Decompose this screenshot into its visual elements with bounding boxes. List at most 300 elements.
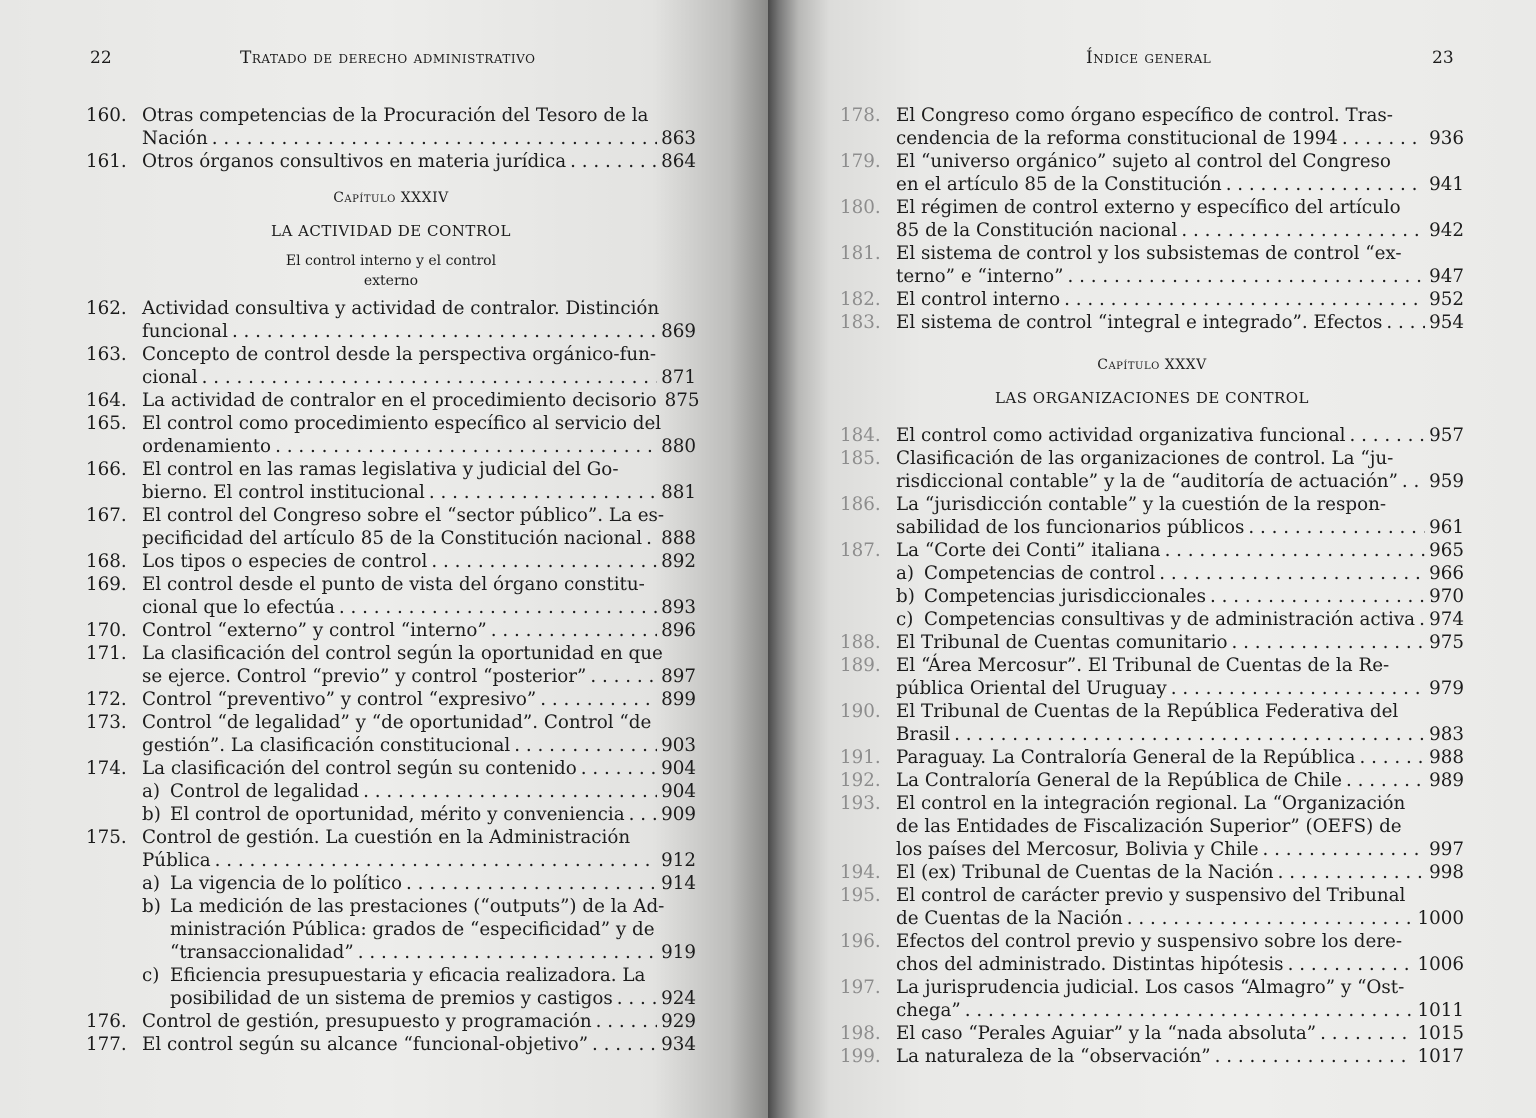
entry-text: risdiccional contable” y la de “auditoría de actuación” — [896, 471, 1398, 492]
dot-leader — [212, 127, 657, 150]
entry-line — [142, 1010, 696, 1033]
dot-leader — [954, 723, 1425, 746]
entry-text: El control en las ramas legislativa y judicial del Go- — [142, 459, 619, 480]
chapter-title: LAS ORGANIZACIONES DE CONTROL — [994, 389, 1310, 407]
entry-line — [142, 366, 696, 389]
toc-entry — [86, 1033, 696, 1056]
dot-leader — [1263, 838, 1426, 861]
entry-number: 177. — [86, 1034, 127, 1055]
chapter-number: Capítulo XXXV — [1097, 357, 1207, 373]
entry-line — [896, 219, 1464, 242]
entry-line — [896, 792, 1464, 815]
entry-text: Otras competencias de la Procuración del Tesoro de la — [142, 105, 649, 126]
subentry-label: a) — [896, 563, 915, 584]
dot-leader — [1127, 907, 1414, 930]
page-ref: 929 — [661, 1011, 696, 1032]
dot-leader — [1181, 219, 1425, 242]
entry-text: Pública — [142, 850, 211, 871]
toc-entry — [840, 104, 1464, 150]
toc-entry — [86, 619, 696, 642]
subentry-label: b) — [142, 896, 161, 917]
page-ref: 899 — [661, 689, 696, 710]
entry-number: 195. — [840, 885, 881, 906]
subentry-label: a) — [142, 873, 161, 894]
entry-text: Eficiencia presupuestaria y eficacia realizadora. La — [170, 965, 646, 986]
dot-leader — [1359, 746, 1425, 769]
toc-entry — [86, 550, 696, 573]
subentry-label: b) — [896, 586, 915, 607]
entry-number: 166. — [86, 459, 127, 480]
toc-subentry — [142, 872, 696, 895]
toc-entry — [840, 311, 1464, 334]
toc-subentry — [142, 803, 696, 826]
entry-text: chos del administrado. Distintas hipótesis — [896, 954, 1284, 975]
page-ref: 954 — [1429, 312, 1464, 333]
entry-number: 168. — [86, 551, 127, 572]
entry-text: El Congreso como órgano específico de control. Tras- — [896, 105, 1393, 126]
entry-text: La medición de las prestaciones (“outputs”) de la Ad- — [170, 896, 665, 917]
entry-line — [142, 104, 696, 127]
entry-line — [142, 458, 696, 481]
entry-number: 189. — [840, 655, 881, 676]
entry-text: Control de gestión, presupuesto y programación — [142, 1011, 592, 1032]
entry-number: 193. — [840, 793, 881, 814]
page-number: 23 — [1432, 48, 1454, 68]
toc-entry — [840, 1022, 1464, 1045]
entry-text: pública Oriental del Uruguay — [896, 678, 1167, 699]
dot-leader — [339, 596, 657, 619]
page-ref: 893 — [661, 597, 696, 618]
page-ref: 966 — [1429, 563, 1464, 584]
toc-entry — [86, 389, 700, 412]
entry-line — [896, 884, 1464, 907]
chapter-title: LA ACTIVIDAD DE CONTROL — [271, 222, 511, 240]
entry-text: El régimen de control externo y específico del artículo — [896, 197, 1401, 218]
page-ref: 997 — [1429, 839, 1464, 860]
dot-leader — [1232, 631, 1426, 654]
entry-text: El Tribunal de Cuentas comunitario — [896, 632, 1228, 653]
toc-entry — [840, 700, 1464, 746]
entry-text: El control según su alcance “funcional-objetivo” — [142, 1034, 589, 1055]
entry-text: Los tipos o especies de control — [142, 551, 428, 572]
right-page — [768, 0, 1536, 1118]
entry-line — [896, 907, 1464, 930]
entry-text: Control “externo” y control “interno” — [142, 620, 487, 641]
entry-line — [142, 343, 696, 366]
entry-text: cional que lo efectúa — [142, 597, 335, 618]
entry-number: 186. — [840, 494, 881, 515]
toc-entry — [86, 504, 696, 550]
entry-text: se ejerce. Control “previo” y control “posterior” — [142, 666, 587, 687]
toc-entry — [840, 746, 1464, 769]
entry-text: Competencias consultivas y de administración activa — [924, 609, 1416, 630]
page-ref: 1011 — [1417, 1000, 1464, 1021]
toc-entry — [86, 688, 696, 711]
entry-number: 185. — [840, 448, 881, 469]
entry-text: El caso “Perales Aguiar” y la “nada absoluta” — [896, 1023, 1317, 1044]
entry-number: 178. — [840, 105, 881, 126]
page-ref: 869 — [661, 321, 696, 342]
dot-leader — [570, 150, 657, 173]
entry-line — [896, 930, 1464, 953]
dot-leader — [1159, 562, 1425, 585]
entry-line — [142, 320, 696, 343]
entry-line — [896, 815, 1464, 838]
toc-subentry — [142, 964, 696, 1010]
dot-leader — [1419, 608, 1425, 631]
entry-number: 197. — [840, 977, 881, 998]
entry-line — [142, 389, 700, 412]
dot-leader — [1210, 585, 1425, 608]
dot-leader — [592, 1033, 657, 1056]
entry-text: Otros órganos consultivos en materia jurídica — [142, 151, 567, 172]
entry-line — [896, 104, 1464, 127]
entry-text: de Cuentas de la Nación — [896, 908, 1123, 929]
toc-entry — [840, 242, 1464, 288]
dot-leader — [540, 688, 657, 711]
dot-leader — [491, 619, 657, 642]
entry-line — [142, 688, 696, 711]
entry-text: La “jurisdicción contable” y la cuestión de la respon- — [896, 494, 1387, 515]
entry-number: 196. — [840, 931, 881, 952]
entry-text: Clasificación de las organizaciones de control. La “ju- — [896, 448, 1394, 469]
entry-text: Paraguay. La Contraloría General de la República — [896, 747, 1356, 768]
entry-number: 163. — [86, 344, 127, 365]
entry-line — [896, 700, 1464, 723]
page-ref: 909 — [661, 804, 696, 825]
entry-line — [170, 964, 696, 987]
entry-text: La actividad de contralor en el procedimiento decisorio — [142, 390, 657, 411]
toc-entry — [840, 631, 1464, 654]
subentry-label: c) — [896, 609, 914, 630]
subentry-label: b) — [142, 804, 161, 825]
entry-text: bierno. El control institucional — [142, 482, 425, 503]
toc-entry — [86, 150, 696, 173]
table-of-contents — [86, 104, 700, 1056]
dot-leader — [596, 1010, 657, 1033]
dot-leader — [429, 481, 657, 504]
entry-text: El sistema de control “integral e integrado”. Efectos — [896, 312, 1383, 333]
dot-leader — [646, 527, 657, 550]
toc-entry — [840, 976, 1464, 1022]
entry-text: El “Área Mercosur”. El Tribunal de Cuentas de la Re- — [896, 655, 1390, 676]
entry-line — [142, 596, 696, 619]
page-ref: 903 — [661, 735, 696, 756]
dot-leader — [1349, 424, 1425, 447]
dot-leader — [202, 366, 657, 389]
page-ref: 919 — [661, 942, 696, 963]
dot-leader — [1165, 539, 1426, 562]
entry-text: El “universo orgánico” sujeto al control del Congreso — [896, 151, 1391, 172]
entry-number: 173. — [86, 712, 127, 733]
entry-line — [896, 196, 1464, 219]
entry-line — [896, 288, 1464, 311]
entry-number: 171. — [86, 643, 127, 664]
entry-number: 164. — [86, 390, 127, 411]
dot-leader — [1248, 516, 1425, 539]
entry-text: Control “de legalidad” y “de oportunidad”. Control “de — [142, 712, 652, 733]
entry-text: cendencia de la reforma constitucional de 1994 — [896, 128, 1338, 149]
entry-text: El control como actividad organizativa funcional — [896, 425, 1346, 446]
entry-line — [170, 803, 696, 826]
entry-text: en el artículo 85 de la Constitución — [896, 174, 1222, 195]
page-ref: 988 — [1429, 747, 1464, 768]
entry-line — [896, 654, 1464, 677]
entry-line — [170, 941, 696, 964]
toc-entry — [86, 757, 696, 826]
entry-line — [896, 470, 1464, 493]
toc-subentry — [896, 608, 1464, 631]
toc-entry — [840, 884, 1464, 930]
entry-text: Control de gestión. La cuestión en la Administración — [142, 827, 631, 848]
entry-line — [142, 550, 696, 573]
entry-line — [896, 242, 1464, 265]
toc-entry — [86, 458, 696, 504]
chapter-number: Capítulo XXXIV — [333, 190, 449, 206]
entry-text: El control del Congreso sobre el “sector público”. La es- — [142, 505, 665, 526]
entry-line — [142, 619, 696, 642]
entry-text: La vigencia de lo político — [170, 873, 402, 894]
entry-line — [142, 826, 696, 849]
entry-line — [896, 677, 1464, 700]
entry-text: Control “preventivo” y control “expresivo” — [142, 689, 537, 710]
entry-number: 172. — [86, 689, 127, 710]
dot-leader — [514, 734, 657, 757]
toc-entry — [840, 930, 1464, 976]
entry-line — [142, 665, 696, 688]
dot-leader — [363, 780, 657, 803]
entry-line — [142, 435, 696, 458]
entry-text: Concepto de control desde la perspectiva orgánico-fun- — [142, 344, 657, 365]
toc-group-after — [86, 297, 700, 1056]
dot-leader — [1067, 265, 1425, 288]
entry-line — [924, 585, 1464, 608]
entry-line — [896, 999, 1464, 1022]
entry-text: de las Entidades de Fiscalización Superior” (OEFS) de — [896, 816, 1402, 837]
page-ref: 897 — [661, 666, 696, 687]
entry-number: 192. — [840, 770, 881, 791]
toc-subentry — [896, 562, 1464, 585]
toc-entry — [840, 288, 1464, 311]
entry-line — [896, 265, 1464, 288]
entry-text: posibilidad de un sistema de premios y castigos — [170, 988, 613, 1009]
entry-line — [170, 895, 696, 918]
page-ref: 942 — [1429, 220, 1464, 241]
entry-number: 169. — [86, 574, 127, 595]
entry-line — [142, 297, 696, 320]
entry-number: 162. — [86, 298, 127, 319]
page-ref: 970 — [1429, 586, 1464, 607]
entry-line — [142, 527, 696, 550]
entry-line — [170, 872, 696, 895]
toc-entry — [840, 447, 1464, 493]
toc-entry — [86, 642, 696, 688]
page-ref: 871 — [661, 367, 696, 388]
page-ref: 947 — [1429, 266, 1464, 287]
page-ref: 965 — [1429, 540, 1464, 561]
entry-line — [170, 987, 696, 1010]
page-ref: 961 — [1429, 517, 1464, 538]
entry-line — [896, 173, 1464, 196]
page-ref: 863 — [661, 128, 696, 149]
entry-line — [142, 711, 696, 734]
entry-text: El control de oportunidad, mérito y conveniencia — [170, 804, 625, 825]
entry-text: Competencias jurisdiccionales — [924, 586, 1206, 607]
entry-number: 190. — [840, 701, 881, 722]
dot-leader — [1215, 1045, 1414, 1068]
page-ref: 1017 — [1417, 1046, 1464, 1067]
entry-text: “transaccionalidad” — [170, 942, 354, 963]
entry-line — [170, 780, 696, 803]
entry-line — [896, 447, 1464, 470]
running-head: Tratado de derecho administrativo — [240, 48, 536, 68]
page-ref: 975 — [1429, 632, 1464, 653]
page-ref: 888 — [661, 528, 696, 549]
entry-text: El Tribunal de Cuentas de la República Federativa del — [896, 701, 1399, 722]
entry-number: 175. — [86, 827, 127, 848]
toc-subentry — [142, 895, 696, 964]
entry-text: La naturaleza de la “observación” — [896, 1046, 1211, 1067]
dot-leader — [1320, 1022, 1413, 1045]
entry-line — [896, 516, 1464, 539]
entry-line — [896, 127, 1464, 150]
chapter-heading — [86, 187, 696, 291]
entry-line — [170, 918, 696, 941]
toc-entry — [840, 1045, 1464, 1068]
toc-entry — [840, 654, 1464, 700]
entry-line — [924, 562, 1464, 585]
toc-entry — [840, 150, 1464, 196]
page-ref: 904 — [661, 758, 696, 779]
entry-number: 184. — [840, 425, 881, 446]
toc-subentry — [142, 780, 696, 803]
entry-line — [896, 861, 1464, 884]
page-ref: 941 — [1429, 174, 1464, 195]
entry-text: El (ex) Tribunal de Cuentas de la Nación — [896, 862, 1274, 883]
entry-line — [896, 953, 1464, 976]
dot-leader — [1064, 288, 1425, 311]
page-ref: 974 — [1429, 609, 1464, 630]
page-ref: 979 — [1429, 678, 1464, 699]
entry-text: Competencias de control — [924, 563, 1156, 584]
toc-entry — [86, 1010, 696, 1033]
page-ref: 912 — [661, 850, 696, 871]
entry-line — [142, 573, 696, 596]
entry-text: ministración Pública: grados de “especificidad” y de — [170, 919, 655, 940]
entry-text: sabilidad de los funcionarios públicos — [896, 517, 1245, 538]
entry-line — [142, 412, 696, 435]
entry-line — [142, 150, 696, 173]
chapter-subtitle: El control interno y el control — [285, 253, 497, 269]
entry-line — [142, 1033, 696, 1056]
toc-entry — [86, 412, 696, 458]
entry-line — [142, 757, 696, 780]
entry-line — [142, 642, 696, 665]
entry-text: La clasificación del control según la oportunidad en que — [142, 643, 663, 664]
toc-group-before — [840, 104, 1464, 334]
entry-text: funcional — [142, 321, 228, 342]
chapter-heading — [840, 354, 1464, 410]
toc-entry — [86, 826, 696, 1010]
entry-number: 199. — [840, 1046, 881, 1067]
entry-line — [142, 504, 696, 527]
entry-line — [896, 150, 1464, 173]
toc-group-after — [840, 424, 1464, 1068]
dot-leader — [232, 320, 657, 343]
toc-group-before — [86, 104, 696, 173]
dot-leader — [1171, 677, 1425, 700]
dot-leader — [358, 941, 657, 964]
chapter-subtitle: externo — [363, 273, 419, 289]
entry-text: La clasificación del control según su contenido — [142, 758, 577, 779]
entry-text: los países del Mercosur, Bolivia y Chile — [896, 839, 1259, 860]
entry-text: Efectos del control previo y suspensivo sobre los dere- — [896, 931, 1403, 952]
entry-line — [896, 539, 1464, 562]
entry-line — [896, 424, 1464, 447]
dot-leader — [1226, 173, 1425, 196]
dot-leader — [1402, 470, 1425, 493]
entry-text: Control de legalidad — [170, 781, 360, 802]
entry-text: ordenamiento — [142, 436, 272, 457]
entry-text: cional — [142, 367, 198, 388]
page-ref: 957 — [1429, 425, 1464, 446]
subentry-label: a) — [142, 781, 161, 802]
entry-line — [896, 746, 1464, 769]
entry-number: 176. — [86, 1011, 127, 1032]
entry-line — [896, 631, 1464, 654]
page-ref: 998 — [1429, 862, 1464, 883]
entry-line — [896, 311, 1464, 334]
toc-entry — [840, 424, 1464, 447]
entry-number: 182. — [840, 289, 881, 310]
entry-number: 187. — [840, 540, 881, 561]
dot-leader — [1386, 311, 1425, 334]
page-ref: 959 — [1429, 471, 1464, 492]
entry-number: 161. — [86, 151, 127, 172]
toc-entry — [86, 297, 696, 343]
entry-line — [896, 838, 1464, 861]
dot-leader — [629, 803, 657, 826]
entry-number: 165. — [86, 413, 127, 434]
entry-number: 167. — [86, 505, 127, 526]
page-number: 22 — [90, 48, 112, 68]
toc-entry — [86, 573, 696, 619]
dot-leader — [617, 987, 657, 1010]
entry-text: El control en la integración regional. La “Organización — [896, 793, 1406, 814]
entry-line — [896, 1022, 1464, 1045]
dot-leader — [1346, 769, 1425, 792]
entry-text: pecificidad del artículo 85 de la Constitución nacional — [142, 528, 643, 549]
entry-text: Nación — [142, 128, 208, 149]
toc-entry — [86, 104, 696, 150]
page-ref: 952 — [1429, 289, 1464, 310]
page-ref: 892 — [661, 551, 696, 572]
entry-number: 183. — [840, 312, 881, 333]
entry-number: 191. — [840, 747, 881, 768]
entry-line — [896, 976, 1464, 999]
entry-text: El control como procedimiento específico al servicio del — [142, 413, 662, 434]
page-ref: 864 — [661, 151, 696, 172]
page-ref: 1006 — [1417, 954, 1464, 975]
entry-number: 170. — [86, 620, 127, 641]
dot-leader — [275, 435, 657, 458]
toc-subentry — [896, 585, 1464, 608]
page-ref: 881 — [661, 482, 696, 503]
dot-leader — [1278, 861, 1426, 884]
toc-entry — [840, 493, 1464, 539]
dot-leader — [215, 849, 657, 872]
page-ref: 1015 — [1417, 1023, 1464, 1044]
